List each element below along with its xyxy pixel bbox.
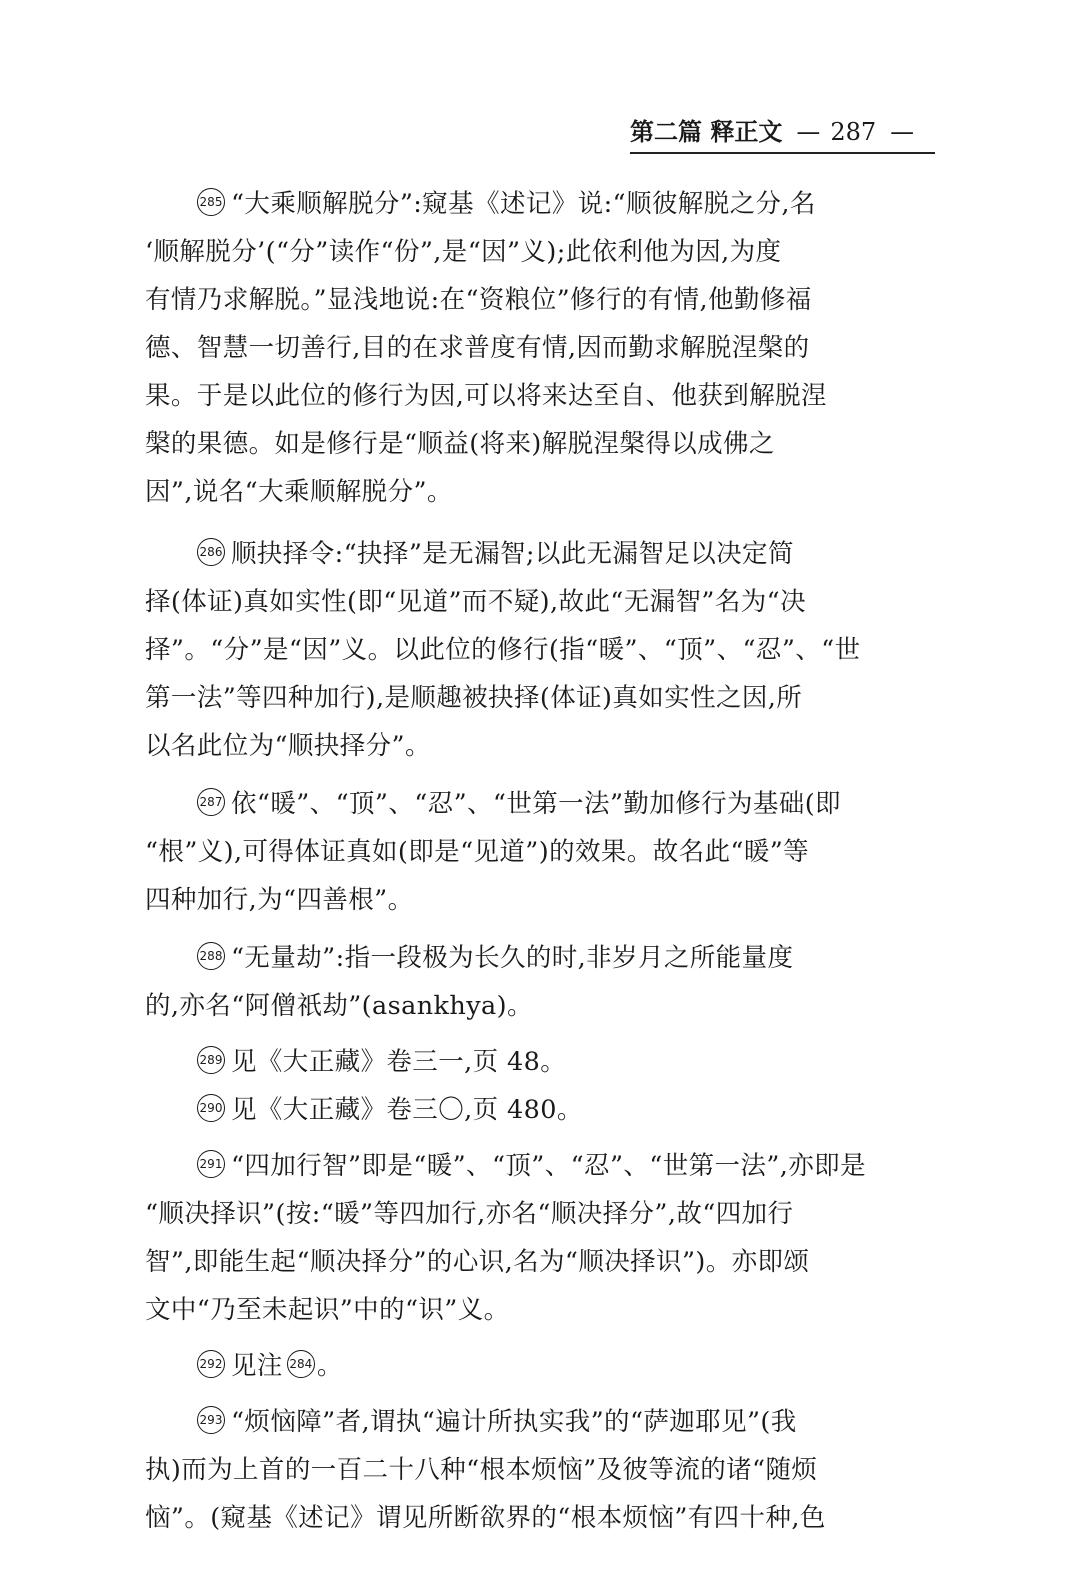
note-288 xyxy=(145,934,938,1030)
note-line: 择”。“分”是“因”义。以此位的修行(指“暖”、“顶”、“忍”、“世 xyxy=(145,635,861,665)
note-line: 291 “四加行智”即是“暖”、“顶”、“忍”、“世第一法”,亦即是 xyxy=(145,1142,938,1190)
note-line: “顺决择识”(按:“暖”等四加行,亦名“顺决择分”,故“四加行 xyxy=(145,1199,794,1229)
note-cross-reference: 284 xyxy=(287,1350,315,1378)
note-line: ‘顺解脱分’(“分”读作“份”,是“因”义);此依利他为因,为度 xyxy=(145,237,782,267)
section-title: 第二篇 释正文 xyxy=(630,118,783,146)
note-line: 有情乃求解脱。”显浅地说:在“资粮位”修行的有情,他勤修福 xyxy=(145,285,812,315)
note-line: 293 “烦恼障”者,谓执“遍计所执实我”的“萨迦耶见”(我 xyxy=(145,1398,938,1446)
header-dash-trailing: — xyxy=(890,118,915,146)
note-287 xyxy=(145,780,938,924)
note-line: 以名此位为“顺抉择分”。 xyxy=(145,731,431,761)
note-line: 289 见《大正藏》卷三一,页 48。 xyxy=(145,1038,938,1086)
note-line: 的,亦名“阿僧祇劫”(asankhya)。 xyxy=(145,991,533,1021)
note-line: 288 “无量劫”:指一段极为长久的时,非岁月之所能量度 xyxy=(145,934,938,982)
note-line: 执)而为上首的一百二十八种“根本烦恼”及彼等流的诸“随烦 xyxy=(145,1455,818,1485)
note-number-marker: 290 xyxy=(197,1094,225,1122)
note-number-marker: 288 xyxy=(197,942,225,970)
note-293 xyxy=(145,1398,938,1542)
note-number-marker: 287 xyxy=(197,788,225,816)
note-line: 第一法”等四种加行),是顺趣被抉择(体证)真如实性之因,所 xyxy=(145,683,803,713)
note-line: 287 依“暖”、“顶”、“忍”、“世第一法”勤加修行为基础(即 xyxy=(145,780,938,828)
note-number-marker: 285 xyxy=(197,188,225,216)
notes-body xyxy=(145,180,938,1542)
note-number-marker: 289 xyxy=(197,1046,225,1074)
note-line: 恼”。(窥基《述记》谓见所断欲界的“根本烦恼”有四十种,色 xyxy=(145,1503,826,1533)
note-number-marker: 291 xyxy=(197,1150,225,1178)
note-line: 果。于是以此位的修行为因,可以将来达至自、他获到解脱涅 xyxy=(145,381,827,411)
note-289 xyxy=(145,1038,938,1086)
note-line: 德、智慧一切善行,目的在求普度有情,因而勤求解脱涅槃的 xyxy=(145,333,810,363)
note-number-marker: 293 xyxy=(197,1406,225,1434)
note-line: 因”,说名“大乘顺解脱分”。 xyxy=(145,477,453,507)
note-line: 292 见注 284 。 xyxy=(145,1342,938,1390)
note-line: 286 顺抉择令:“抉择”是无漏智;以此无漏智足以决定简 xyxy=(145,530,938,578)
note-292 xyxy=(145,1342,938,1390)
note-number-marker: 292 xyxy=(197,1350,225,1378)
note-number-marker: 286 xyxy=(197,538,225,566)
note-286 xyxy=(145,530,938,770)
note-line: 290 见《大正藏》卷三〇,页 480。 xyxy=(145,1086,938,1134)
note-line: 槃的果德。如是修行是“顺益(将来)解脱涅槃得以成佛之 xyxy=(145,429,775,459)
note-285 xyxy=(145,180,938,516)
note-291 xyxy=(145,1142,938,1334)
note-line: 文中“乃至未起识”中的“识”义。 xyxy=(145,1295,510,1325)
note-line: 285 “大乘顺解脱分”:窥基《述记》说:“顺彼解脱之分,名 xyxy=(145,180,938,228)
note-290 xyxy=(145,1086,938,1134)
page-number: 287 xyxy=(830,118,877,146)
header-dash: — xyxy=(796,118,821,146)
note-line: 择(体证)真如实性(即“见道”而不疑),故此“无漏智”名为“决 xyxy=(145,587,806,617)
note-line: “根”义),可得体证真如(即是“见道”)的效果。故名此“暖”等 xyxy=(145,837,810,867)
running-header xyxy=(630,112,935,154)
note-line: 四种加行,为“四善根”。 xyxy=(145,885,414,915)
note-line: 智”,即能生起“顺决择分”的心识,名为“顺决择识”)。亦即颂 xyxy=(145,1247,810,1277)
